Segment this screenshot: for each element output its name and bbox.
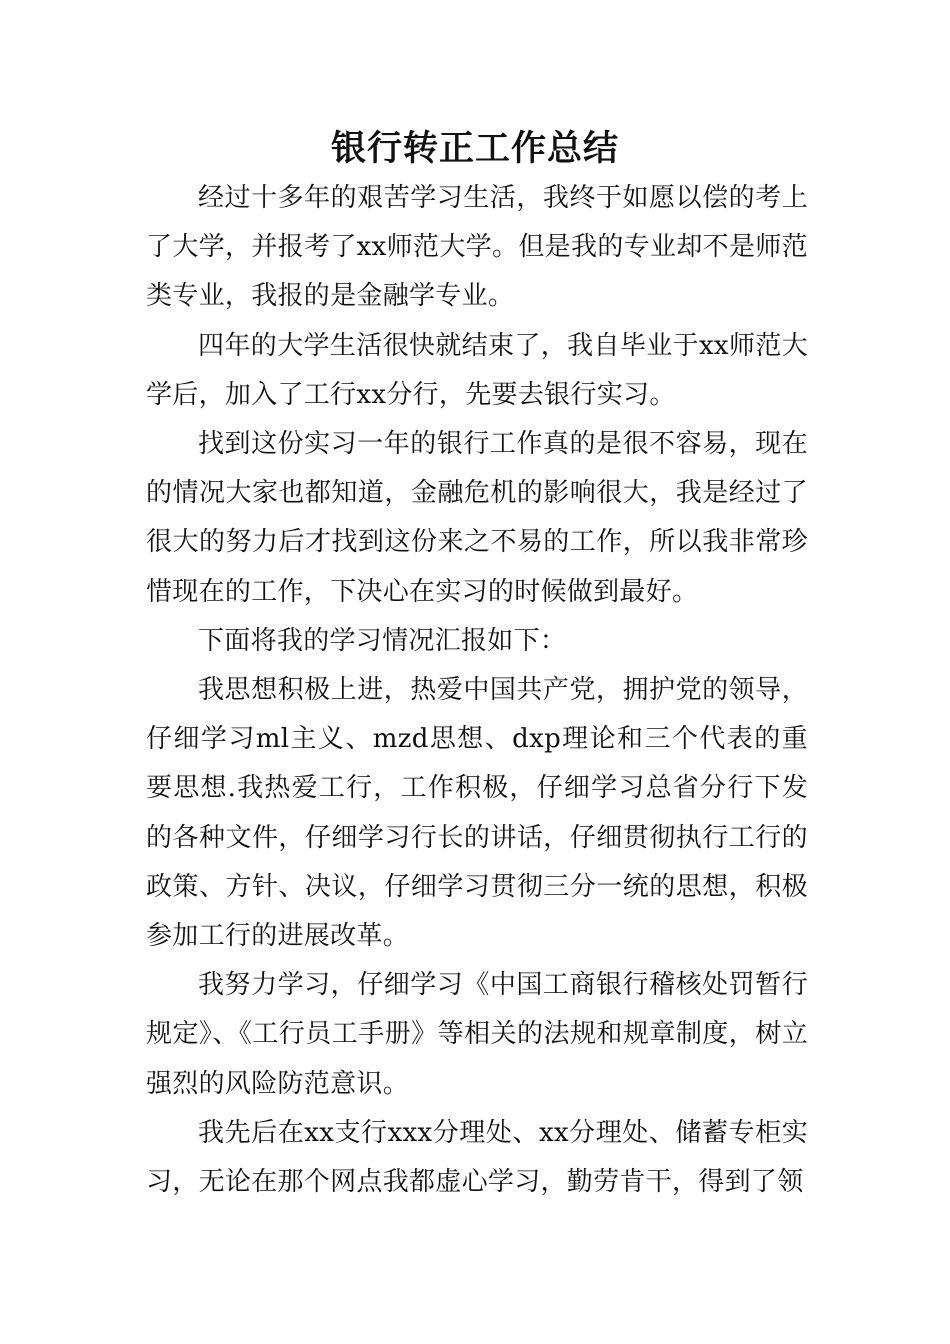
paragraph-4: 下面将我的学习情况汇报如下：: [198, 625, 567, 656]
paragraph-6: 我努力学习，仔细学习《中国工商银行稽核处罚暂行规定》、《工行员工手册》等相关的法规和规章制度，树立强烈的风险防范意识。: [146, 970, 808, 1099]
paragraph-2: 四年的大学生活很快就结束了，我自毕业于xx师范大学后，加入了工行xx分行，先要去银行实习。: [146, 330, 808, 410]
document-body: [146, 174, 808, 1207]
paragraph-5: 我思想积极上进，热爱中国共产党，拥护党的领导，仔细学习ml主义、mzd思想、dxp理论和三个代表的重要思想.我热爱工行，工作积极，仔细学习总省分行下发的各种文件，仔细学习行长的讲话，仔细贯彻执行工行的政策、方针、决议，仔细学习贯彻三分一统的思想，积极参加工行的进展改革。: [146, 675, 808, 952]
paragraph-3: 找到这份实习一年的银行工作真的是很不容易，现在的情况大家也都知道，金融危机的影响很大，我是经过了很大的努力后才找到这份来之不易的工作，所以我非常珍惜现在的工作，下决心在实习的时候做到最好。: [146, 429, 808, 607]
paragraph-7: 我先后在xx支行xxx分理处、xx分理处、储蓄专柜实习，无论在那个网点我都虚心学习，勤劳肯干，得到了领: [146, 1117, 808, 1198]
paragraph-1: 经过十多年的艰苦学习生活，我终于如愿以偿的考上了大学，并报考了xx师范大学。但是我的专业却不是师范类专业，我报的是金融学专业。: [146, 183, 808, 312]
document-title: 银行转正工作总结: [330, 129, 619, 169]
